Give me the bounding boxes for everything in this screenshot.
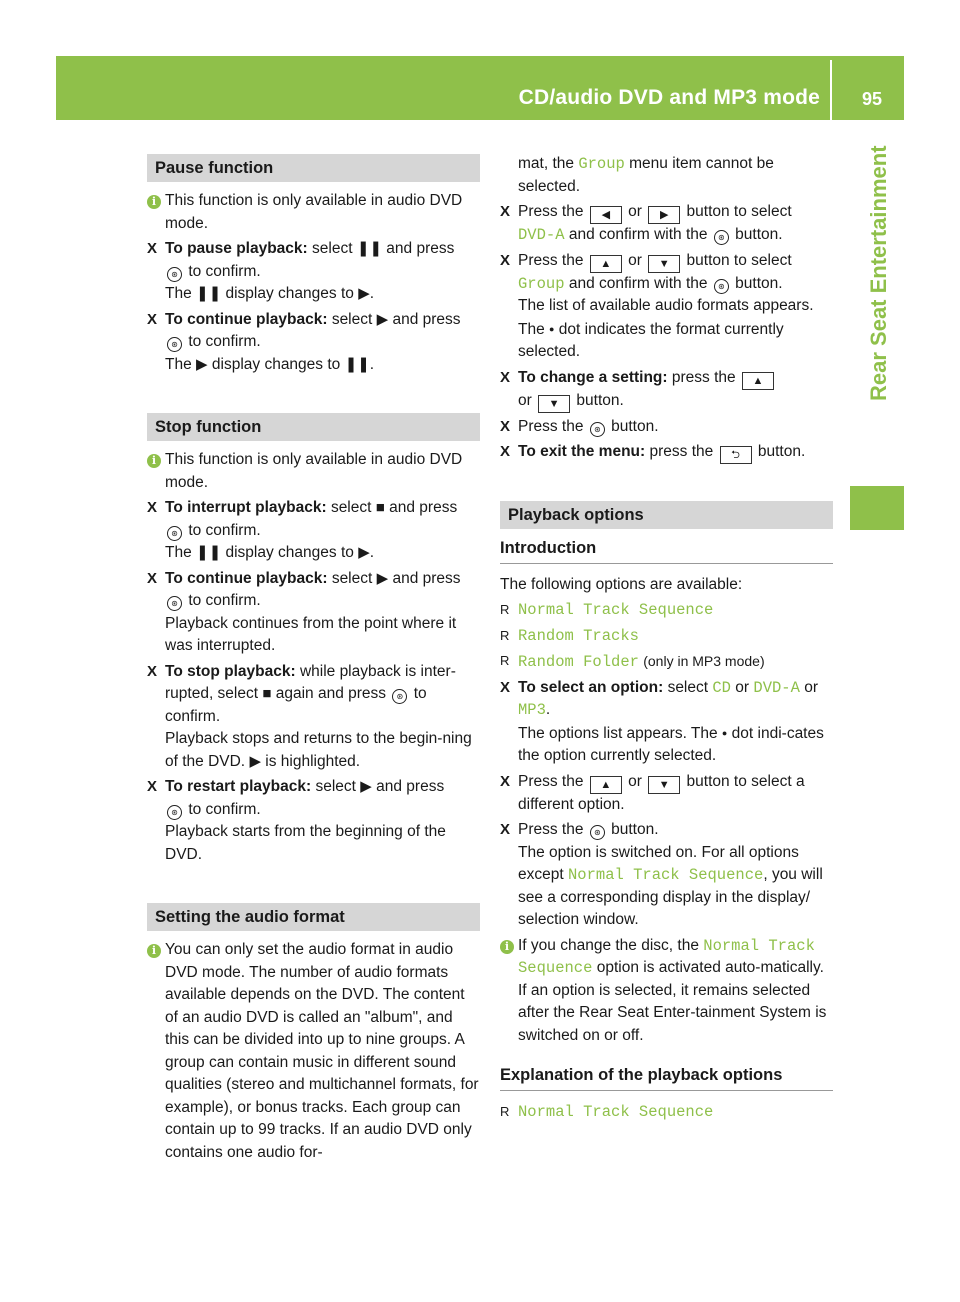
- section-title-pause: Pause function: [147, 154, 480, 182]
- info-icon: i: [147, 454, 161, 468]
- ok-button-icon: ⊛: [167, 596, 182, 611]
- left-column: [147, 154, 480, 1167]
- info-note: i You can only set the audio format in audio DVD mode. The number of audio formats available depends on the DVD. The content of an audio DVD is called an "album", and this can be divided into up to nine groups. A group can contain music in different sound qualities (stereo and multichannel formats, for example), or bonus tracks. Each group can contain up to 99 tracks. If an audio DVD only contains one audio for-: [147, 939, 480, 1164]
- right-column: [500, 153, 833, 1126]
- step-marker-icon: X: [500, 821, 511, 838]
- menu-item-cd: CD: [712, 678, 731, 697]
- ok-button-icon: ⊛: [714, 279, 729, 294]
- step-marker-icon: X: [147, 240, 158, 257]
- subheading-explanation: Explanation of the playback options: [500, 1064, 833, 1091]
- side-tab-marker: [850, 486, 904, 530]
- step-marker-icon: X: [500, 203, 511, 220]
- page-number: 95: [861, 89, 882, 109]
- play-icon: ▶: [376, 310, 389, 328]
- ok-button-icon: ⊛: [590, 825, 605, 840]
- step-marker-icon: X: [147, 569, 158, 587]
- step-marker-icon: X: [500, 443, 511, 460]
- pause-icon: ❚❚: [196, 285, 222, 302]
- ok-button-icon: ⊛: [167, 267, 182, 282]
- step-item: X Press the ◀ or ▶ button to select DVD-A and confirm with the ⊛ button.: [500, 203, 792, 244]
- menu-item-dvd-a: DVD-A: [753, 678, 800, 697]
- step-item: X To select an option: select CD or DVD-A or MP3. The options list appears. The ● dot indi-cates the option currently selected.: [500, 678, 824, 764]
- step-item: X To continue playback: select ▶ and press ⊛ to confirm. Playback continues from the point where it was interrupted.: [147, 569, 461, 654]
- info-icon: i: [147, 944, 161, 958]
- option-list-item: R Normal Track Sequence: [500, 1101, 833, 1124]
- info-icon: i: [147, 195, 161, 209]
- section-title-stop: Stop function: [147, 413, 480, 441]
- option-list-item: R Random Tracks: [500, 625, 833, 648]
- bullet-icon: R: [500, 653, 510, 668]
- step-marker-icon: X: [500, 678, 511, 696]
- header-divider: [830, 60, 832, 120]
- stop-icon: ■: [375, 499, 385, 516]
- ok-button-icon: ⊛: [167, 337, 182, 352]
- ok-button-icon: ⊛: [590, 422, 605, 437]
- step-item: X To exit the menu: press the ⮌ button.: [500, 441, 833, 464]
- info-icon: i: [500, 940, 514, 954]
- play-icon: ▶: [358, 285, 370, 302]
- step-marker-icon: X: [500, 772, 511, 790]
- step-item: X To change a setting: press the ▲ or ▼ button.: [500, 367, 833, 413]
- intro-text: The following options are available:: [500, 575, 743, 593]
- pause-icon: ❚❚: [344, 355, 370, 373]
- step-item: X Press the ⊛ button. The option is switched on. For all options except Normal Track Sequence, you will see a corresponding display in the display/ selection window.: [500, 821, 823, 928]
- menu-item-group: Group: [578, 155, 625, 173]
- menu-item-group: Group: [518, 274, 565, 293]
- ok-button-icon: ⊛: [392, 689, 407, 704]
- step-item: X To continue playback: select ▶ and press ⊛ to confirm. The ▶ display changes to ❚❚.: [147, 310, 461, 373]
- up-arrow-button-icon: ▲: [590, 255, 622, 273]
- step-marker-icon: X: [500, 417, 511, 435]
- step-marker-icon: X: [147, 310, 158, 328]
- right-arrow-button-icon: ▶: [648, 206, 680, 224]
- pause-icon: ❚❚: [356, 240, 382, 257]
- page-header: [56, 56, 904, 120]
- info-note: i This function is only available in audio DVD mode.: [147, 449, 480, 494]
- side-tab-label: Rear Seat Entertainment: [866, 145, 891, 401]
- ok-button-icon: ⊛: [167, 805, 182, 820]
- step-marker-icon: X: [500, 251, 511, 269]
- step-marker-icon: X: [147, 499, 158, 516]
- play-icon: ▶: [360, 778, 372, 795]
- section-title-audio-format: Setting the audio format: [147, 903, 480, 931]
- bullet-icon: R: [500, 602, 510, 617]
- step-item: X To stop playback: while playback is inter-rupted, select ■ again and press ⊛ to confirm. Playback stops and returns to the begin-ning of the DVD. ▶ is highlighted.: [147, 662, 472, 770]
- menu-item-mp3: MP3: [518, 701, 546, 719]
- menu-item-dvd-a: DVD-A: [518, 226, 565, 244]
- up-arrow-button-icon: ▲: [742, 372, 774, 390]
- info-note: i If you change the disc, the Normal Track Sequence option is activated auto-matically. If an option is selected, it remains selected after the Rear Seat Enter-tainment System is switched on or off.: [500, 935, 833, 1048]
- stop-icon: ■: [262, 685, 272, 702]
- play-icon: ▶: [196, 355, 208, 373]
- dot-icon: ●: [721, 727, 728, 738]
- step-marker-icon: X: [147, 662, 158, 680]
- step-item: X To interrupt playback: select ■ and press ⊛ to confirm. The ❚❚ display changes to ▶.: [147, 499, 458, 561]
- step-item: X To pause playback: select ❚❚ and press ⊛ to confirm. The ❚❚ display changes to ▶.: [147, 240, 455, 302]
- ok-button-icon: ⊛: [714, 230, 729, 245]
- step-item: X Press the ⊛ button.: [500, 416, 833, 439]
- play-icon: ▶: [249, 752, 261, 770]
- back-button-icon: ⮌: [720, 446, 752, 464]
- bullet-icon: R: [500, 1103, 510, 1119]
- option-list-item: R Normal Track Sequence: [500, 599, 833, 622]
- step-item: X To restart playback: select ▶ and press ⊛ to confirm. Playback starts from the beginning of the DVD.: [147, 778, 446, 863]
- page-title: CD/audio DVD and MP3 mode: [518, 86, 820, 109]
- bullet-icon: R: [500, 627, 510, 643]
- left-arrow-button-icon: ◀: [590, 206, 622, 224]
- info-note: i This function is only available in audio DVD mode.: [147, 190, 480, 235]
- down-arrow-button-icon: ▼: [648, 255, 680, 273]
- down-arrow-button-icon: ▼: [538, 395, 570, 413]
- step-marker-icon: X: [500, 368, 511, 386]
- up-arrow-button-icon: ▲: [590, 776, 622, 794]
- play-icon: ▶: [358, 544, 370, 561]
- step-marker-icon: X: [147, 778, 158, 795]
- continued-text: mat, the Group menu item cannot be selected.: [518, 155, 774, 195]
- step-item: X Press the ▲ or ▼ button to select a different option.: [500, 772, 805, 813]
- option-list-item: R Random Folder (only in MP3 mode): [500, 650, 833, 674]
- play-icon: ▶: [376, 569, 389, 587]
- step-item: X Press the ▲ or ▼ button to select Group and confirm with the ⊛ button. The list of available audio formats appears. The ● dot indicates the format currently selected.: [500, 251, 814, 360]
- ok-button-icon: ⊛: [167, 526, 182, 541]
- down-arrow-button-icon: ▼: [648, 776, 680, 794]
- pause-icon: ❚❚: [196, 544, 222, 561]
- dot-icon: ●: [549, 323, 555, 334]
- subheading-introduction: Introduction: [500, 537, 833, 564]
- section-title-playback-options: Playback options: [500, 501, 833, 529]
